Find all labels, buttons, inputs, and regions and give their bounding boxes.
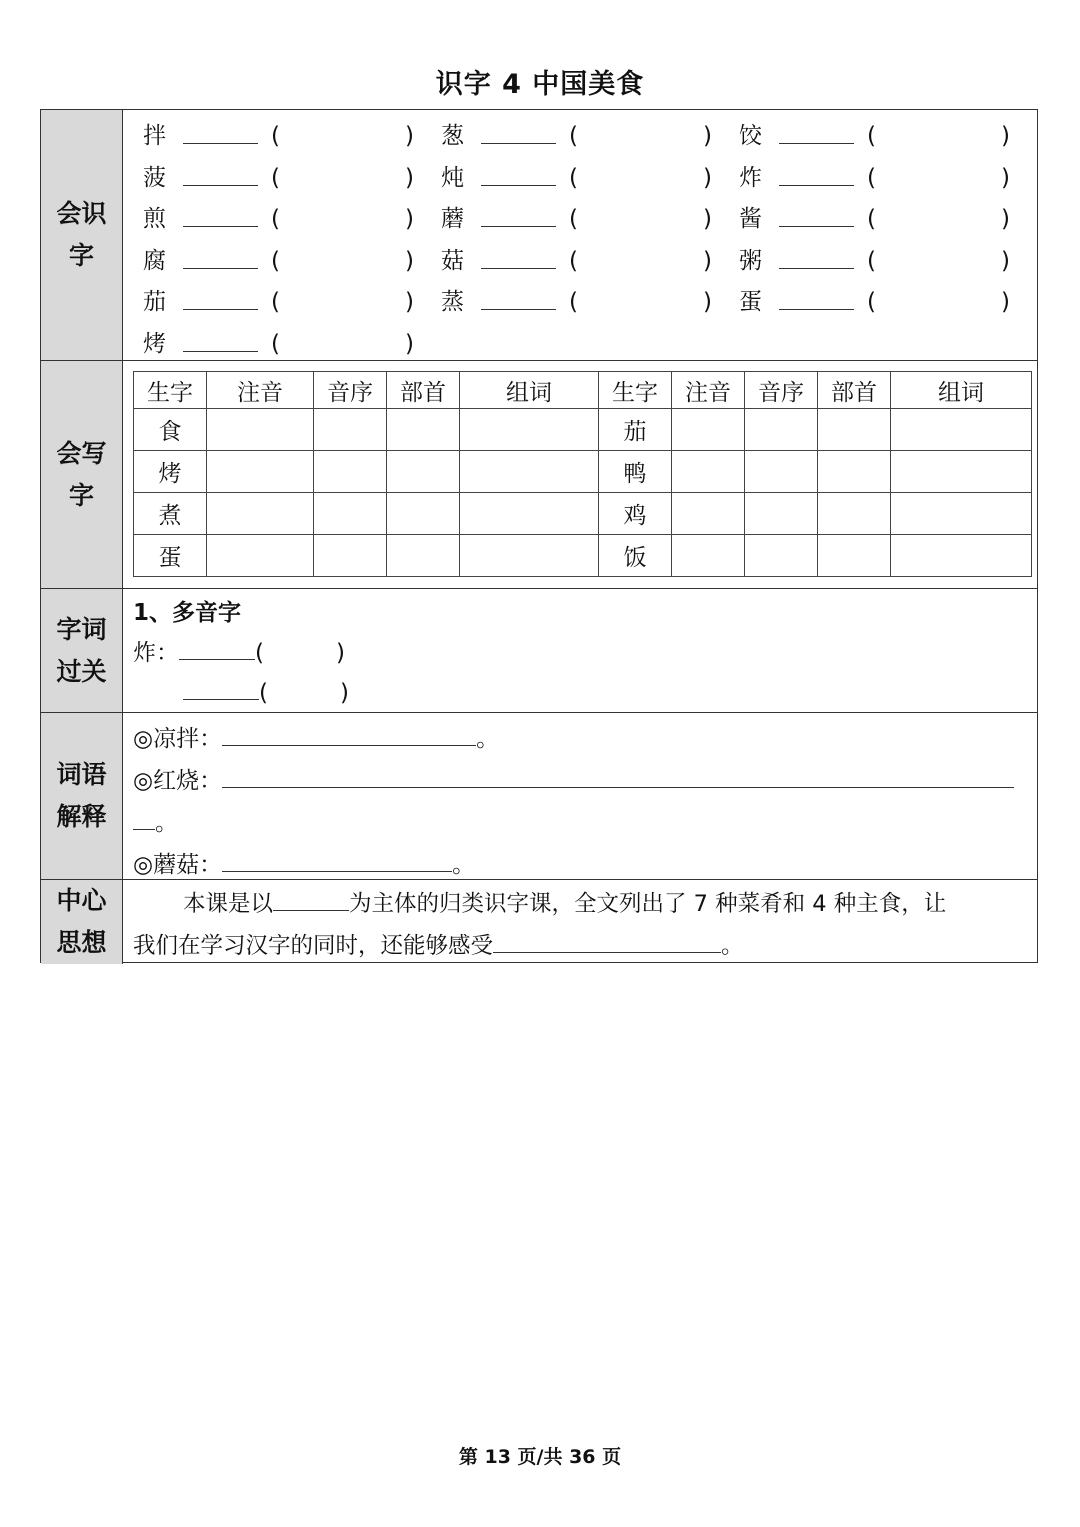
open-paren: ( <box>569 206 578 232</box>
answer-cell[interactable] <box>818 451 891 493</box>
recognize-char: 蛋 <box>739 289 762 315</box>
recognize-item <box>739 198 1029 240</box>
open-paren: ( <box>569 289 578 315</box>
close-paren: ) <box>1001 123 1010 149</box>
open-paren: ( <box>271 164 280 191</box>
recognize-char: 炖 <box>441 164 464 191</box>
recognize-char: 葱 <box>441 123 464 149</box>
open-paren: ( <box>569 164 578 191</box>
answer-cell[interactable] <box>460 535 599 577</box>
answer-cell[interactable] <box>314 409 387 451</box>
answer-cell[interactable] <box>387 451 460 493</box>
open-paren: ( <box>271 330 280 357</box>
recognize-char: 酱 <box>739 206 762 232</box>
write-table-header <box>134 372 1032 409</box>
table-header-cell: 部首 <box>818 372 891 409</box>
close-paren: ) <box>703 289 712 315</box>
answer-cell[interactable] <box>672 409 745 451</box>
answer-cell[interactable] <box>387 409 460 451</box>
recognize-item <box>441 281 731 323</box>
close-paren: ) <box>405 123 414 149</box>
recognize-char: 煎 <box>143 206 166 232</box>
char-cell: 煮 <box>134 493 207 535</box>
page-footer: 第 13 页/共 36 页 <box>458 1446 622 1468</box>
section-label-words: 字词过关 <box>41 589 123 712</box>
answer-cell[interactable] <box>314 535 387 577</box>
close-paren: ) <box>1001 164 1010 191</box>
answer-cell[interactable] <box>314 493 387 535</box>
page-title: 识字 4 中国美食 <box>435 69 645 100</box>
answer-cell[interactable] <box>672 493 745 535</box>
recognize-item <box>143 323 433 365</box>
open-paren: ( <box>259 680 268 706</box>
answer-cell[interactable] <box>891 535 1032 577</box>
pinyin-blank[interactable] <box>779 268 854 269</box>
recognize-item <box>143 198 433 240</box>
polyphone-heading: 1、多音字 <box>133 600 242 626</box>
polyphone-line-2 <box>183 673 349 713</box>
recognize-item <box>739 281 1029 323</box>
open-paren: ( <box>867 164 876 191</box>
explain-item-hongshao: ◎红烧： <box>133 761 1014 801</box>
answer-cell[interactable] <box>387 535 460 577</box>
pinyin-blank[interactable] <box>481 226 556 227</box>
open-paren: ( <box>867 247 876 274</box>
section-label-recognize: 会识字 <box>41 110 123 360</box>
section-label-theme: 中心思想 <box>41 880 123 964</box>
char-cell: 烤 <box>134 451 207 493</box>
close-paren: ) <box>339 680 349 706</box>
answer-cell[interactable] <box>460 493 599 535</box>
recognize-item <box>143 240 433 282</box>
recognize-char: 茄 <box>143 289 166 315</box>
recognize-body <box>123 110 1037 360</box>
open-paren: ( <box>271 289 280 315</box>
theme-body <box>123 880 1037 964</box>
recognize-item <box>441 240 731 282</box>
open-paren: ( <box>271 247 280 274</box>
recognize-item <box>441 115 731 157</box>
write-table <box>133 371 1032 577</box>
theme-line-2: 我们在学习汉字的同时，还能够感受 。 <box>133 926 744 966</box>
explain-item-liangban: ◎凉拌： 。 <box>133 719 499 759</box>
open-paren: ( <box>569 247 578 274</box>
answer-cell[interactable] <box>745 535 818 577</box>
answer-cell[interactable] <box>818 409 891 451</box>
char-cell: 饭 <box>599 535 672 577</box>
open-paren: ( <box>271 206 280 232</box>
pinyin-blank[interactable] <box>183 673 259 700</box>
table-header-cell: 组词 <box>460 372 599 409</box>
recognize-char: 蘑 <box>441 206 464 232</box>
recognize-item <box>143 115 433 157</box>
answer-cell[interactable] <box>387 493 460 535</box>
answer-cell[interactable] <box>891 493 1032 535</box>
pinyin-blank[interactable] <box>481 143 556 144</box>
close-paren: ) <box>405 330 414 357</box>
answer-cell[interactable] <box>891 451 1032 493</box>
table-header-cell: 生字 <box>599 372 672 409</box>
answer-blank[interactable] <box>133 803 155 830</box>
pinyin-blank[interactable] <box>183 226 258 227</box>
recognize-char: 烤 <box>143 330 166 357</box>
pinyin-blank[interactable] <box>481 309 556 310</box>
pinyin-blank[interactable] <box>779 309 854 310</box>
answer-cell[interactable] <box>672 535 745 577</box>
open-paren: ( <box>867 123 876 149</box>
answer-cell[interactable] <box>818 535 891 577</box>
answer-cell[interactable] <box>745 409 818 451</box>
char-cell: 茄 <box>599 409 672 451</box>
pinyin-blank[interactable] <box>183 268 258 269</box>
pinyin-blank[interactable] <box>179 633 255 660</box>
answer-cell[interactable] <box>745 493 818 535</box>
section-explain <box>41 713 1037 880</box>
answer-cell[interactable] <box>460 451 599 493</box>
table-header-cell: 部首 <box>387 372 460 409</box>
pinyin-blank[interactable] <box>183 185 258 186</box>
pinyin-blank[interactable] <box>183 309 258 310</box>
answer-cell[interactable] <box>207 451 314 493</box>
recognize-char: 菇 <box>441 247 464 274</box>
close-paren: ) <box>703 206 712 232</box>
answer-cell[interactable] <box>460 409 599 451</box>
table-row <box>134 451 1032 493</box>
char-cell: 食 <box>134 409 207 451</box>
table-header-cell: 组词 <box>891 372 1032 409</box>
recognize-char: 粥 <box>739 247 762 274</box>
close-paren: ) <box>703 164 712 191</box>
answer-cell[interactable] <box>207 493 314 535</box>
answer-cell[interactable] <box>891 409 1032 451</box>
recognize-item <box>143 281 433 323</box>
section-recognize <box>41 110 1037 361</box>
table-row <box>134 409 1032 451</box>
recognize-char: 菠 <box>143 164 166 191</box>
recognize-item <box>739 115 1029 157</box>
answer-cell[interactable] <box>672 451 745 493</box>
recognize-char: 蒸 <box>441 289 464 315</box>
answer-cell[interactable] <box>207 409 314 451</box>
recognize-item <box>739 240 1029 282</box>
close-paren: ) <box>1001 247 1010 274</box>
char-cell: 鸡 <box>599 493 672 535</box>
recognize-char: 饺 <box>739 123 762 149</box>
recognize-item <box>441 157 731 199</box>
answer-cell[interactable] <box>745 451 818 493</box>
open-paren: ( <box>867 206 876 232</box>
explain-item-mogu: ◎蘑菇： 。 <box>133 845 475 885</box>
close-paren: ) <box>405 164 414 191</box>
section-words <box>41 589 1037 713</box>
open-paren: ( <box>569 123 578 149</box>
recognize-item <box>143 157 433 199</box>
section-write <box>41 361 1037 589</box>
section-theme <box>41 880 1037 964</box>
theme-line-1: 本课是以 为主体的归类识字课，全文列出了 7 种菜肴和 4 种主食，让 <box>133 884 946 924</box>
pinyin-blank[interactable] <box>481 268 556 269</box>
answer-blank[interactable] <box>222 761 1014 788</box>
table-header-cell: 生字 <box>134 372 207 409</box>
open-paren: ( <box>255 640 264 666</box>
answer-cell[interactable] <box>314 451 387 493</box>
recognize-char: 炸 <box>739 164 762 191</box>
char-cell: 鸭 <box>599 451 672 493</box>
explain-body <box>123 713 1037 879</box>
worksheet-table <box>40 109 1038 963</box>
table-row <box>134 535 1032 577</box>
close-paren: ) <box>405 206 414 232</box>
recognize-item <box>739 157 1029 199</box>
close-paren: ) <box>405 289 414 315</box>
pinyin-blank[interactable] <box>779 185 854 186</box>
table-header-cell: 注音 <box>207 372 314 409</box>
close-paren: ) <box>405 247 414 274</box>
recognize-char: 拌 <box>143 123 166 149</box>
explain-item-hongshao-cont: 。 <box>133 803 178 843</box>
open-paren: ( <box>271 123 280 149</box>
open-paren: ( <box>867 289 876 315</box>
pinyin-blank[interactable] <box>183 351 258 352</box>
polyphone-char: 炸： <box>133 640 179 666</box>
pinyin-blank[interactable] <box>779 143 854 144</box>
write-body <box>123 361 1037 588</box>
table-row <box>134 493 1032 535</box>
answer-cell[interactable] <box>818 493 891 535</box>
recognize-char: 腐 <box>143 247 166 274</box>
table-header-cell: 音序 <box>314 372 387 409</box>
answer-cell[interactable] <box>207 535 314 577</box>
close-paren: ) <box>335 640 345 666</box>
close-paren: ) <box>703 123 712 149</box>
section-label-write: 会写字 <box>41 361 123 588</box>
char-cell: 蛋 <box>134 535 207 577</box>
recognize-item <box>441 198 731 240</box>
polyphone-line-1 <box>133 633 345 673</box>
answer-blank[interactable] <box>222 845 452 872</box>
answer-blank[interactable] <box>273 884 349 911</box>
table-header-cell: 注音 <box>672 372 745 409</box>
section-label-explain: 词语解释 <box>41 713 123 879</box>
close-paren: ) <box>1001 289 1010 315</box>
answer-blank[interactable] <box>222 719 476 746</box>
pinyin-blank[interactable] <box>779 226 854 227</box>
pinyin-blank[interactable] <box>481 185 556 186</box>
pinyin-blank[interactable] <box>183 143 258 144</box>
table-header-cell: 音序 <box>745 372 818 409</box>
close-paren: ) <box>1001 206 1010 232</box>
words-body <box>123 589 1037 712</box>
close-paren: ) <box>703 247 712 274</box>
answer-blank[interactable] <box>493 926 721 953</box>
